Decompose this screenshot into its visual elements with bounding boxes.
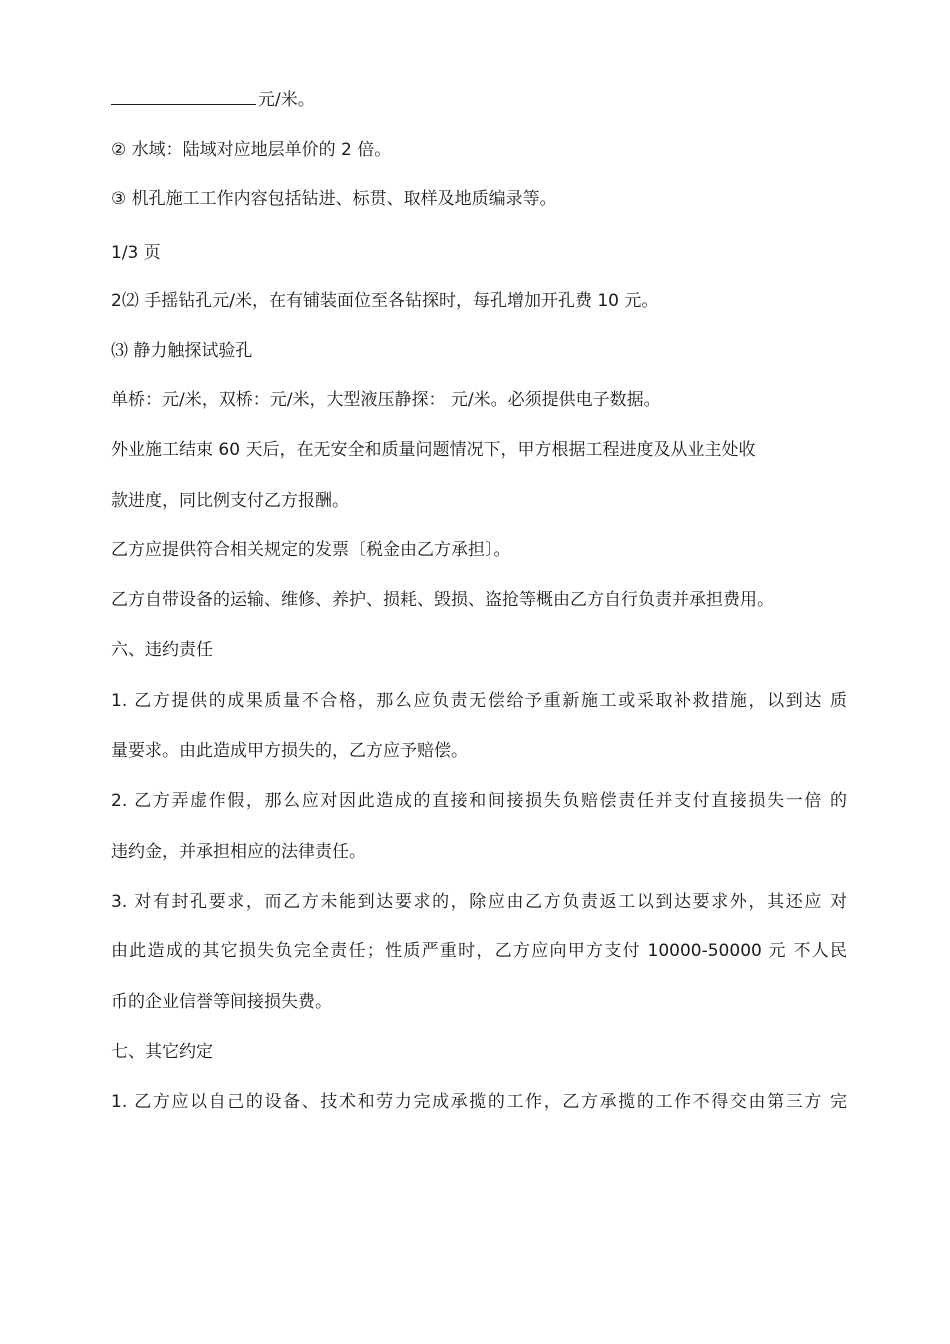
section-heading: 六、违约责任 [111, 640, 213, 660]
fill-in-blank [111, 87, 256, 105]
text-line: 1. 乙方提供的成果质量不合格，那么应负责无偿给予重新施工或采取补救措施，以到达 质 [111, 691, 847, 711]
text-line: 1. 乙方应以自己的设备、技术和劳力完成承揽的工作，乙方承揽的工作不得交由第三方 完 [111, 1092, 847, 1112]
text-line: 币的企业信誉等间接损失费。 [111, 992, 332, 1012]
text-line: 款进度，同比例支付乙方报酬。 [111, 491, 349, 511]
section-heading: ⑶ 静力触探试验孔 [111, 341, 253, 361]
text-line: 3. 对有封孔要求，而乙方未能到达要求的，除应由乙方负责返工以到达要求外，其还应 对 [111, 892, 847, 912]
text-line: 外业施工结束 60 天后，在无安全和质量问题情况下，甲方根据工程进度及从业主处收 [111, 440, 756, 460]
text-line: 元/米。 [258, 90, 315, 110]
text-line: 由此造成的其它损失负完全责任；性质严重时，乙方应向甲方支付 10000-50000 元 不人民 [111, 941, 847, 961]
section-heading: 七、其它约定 [111, 1042, 213, 1062]
text-line: 乙方应提供符合相关规定的发票〔税金由乙方承担〕。 [111, 540, 511, 560]
text-line: 单桥：元/米，双桥：元/米，大型液压静探： 元/米。必须提供电子数据。 [111, 390, 661, 410]
text-line: 违约金，并承担相应的法律责任。 [111, 842, 366, 862]
text-line: ③ 机孔施工工作内容包括钻进、标贯、取样及地质编录等。 [111, 189, 557, 209]
page-number: 1/3 页 [111, 243, 161, 263]
text-line: ② 水域：陆域对应地层单价的 2 倍。 [111, 140, 392, 160]
text-line: 乙方自带设备的运输、维修、养护、损耗、毁损、盗抢等概由乙方自行负责并承担费用。 [111, 590, 774, 610]
text-line: 2. 乙方弄虚作假，那么应对因此造成的直接和间接损失负赔偿责任并支付直接损失一倍 的 [111, 791, 847, 811]
text-line: 量要求。由此造成甲方损失的，乙方应予赔偿。 [111, 741, 468, 761]
price-line [111, 87, 315, 111]
text-line: 2⑵ 手摇钻孔元/米，在有铺装面位至各钻探时，每孔增加开孔费 10 元。 [111, 291, 659, 311]
